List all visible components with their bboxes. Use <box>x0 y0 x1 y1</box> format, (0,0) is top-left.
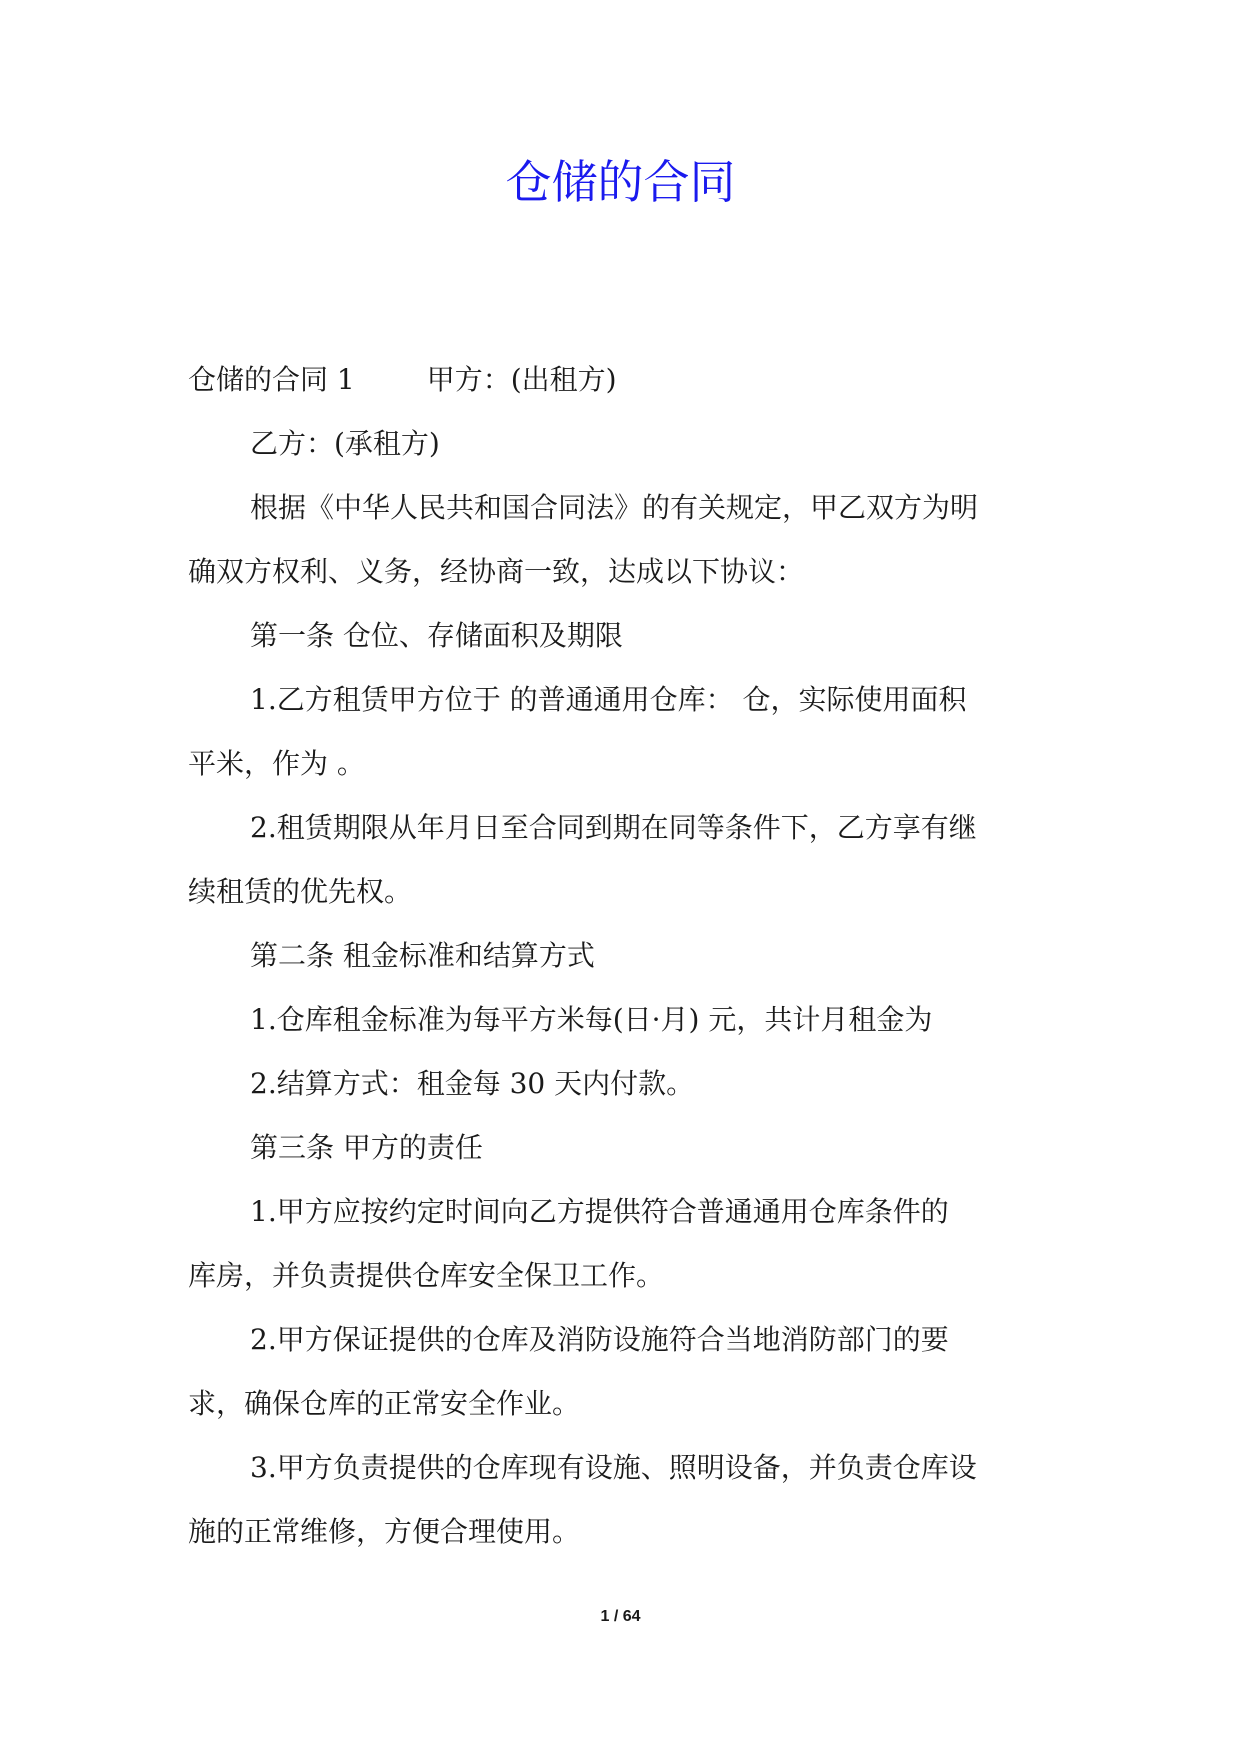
paragraph-line: 2.结算方式：租金每 30 天内付款。 <box>250 1067 695 1100</box>
page-number: 1 / 64 <box>600 1608 641 1625</box>
paragraph-line: 根据《中华人民共和国合同法》的有关规定，甲乙双方为明 <box>250 491 979 524</box>
article-heading: 第一条 仓位、存储面积及期限 <box>250 619 623 652</box>
paragraph-line: 施的正常维修，方便合理使用。 <box>188 1515 581 1548</box>
paragraph-line: 1.乙方租赁甲方位于 的普通通用仓库： 仓，实际使用面积 <box>250 683 967 716</box>
document-title: 仓储的合同 <box>505 155 736 209</box>
paragraph-line: 续租赁的优先权。 <box>188 875 413 908</box>
paragraph-line: 库房，并负责提供仓库安全保卫工作。 <box>188 1259 665 1292</box>
paragraph-line: 2.甲方保证提供的仓库及消防设施符合当地消防部门的要 <box>250 1323 949 1356</box>
document-body <box>188 348 1056 1564</box>
paragraph-line: 3.甲方负责提供的仓库现有设施、照明设备，并负责仓库设 <box>250 1451 977 1484</box>
article-heading: 第二条 租金标准和结算方式 <box>250 939 595 972</box>
party-b-label: 乙方：(承租方) <box>250 427 440 460</box>
paragraph-line: 求，确保仓库的正常安全作业。 <box>188 1387 581 1420</box>
party-a-label: 甲方：(出租方) <box>426 363 617 396</box>
header-line <box>188 348 1056 412</box>
paragraph-line: 1.甲方应按约定时间向乙方提供符合普通通用仓库条件的 <box>250 1195 949 1228</box>
paragraph-line: 平米，作为 。 <box>188 747 365 780</box>
paragraph-line: 2.租赁期限从年月日至合同到期在同等条件下，乙方享有继 <box>250 811 977 844</box>
paragraph-line: 1.仓库租金标准为每平方米每(日·月) 元，共计月租金为 <box>250 1003 933 1036</box>
article-heading: 第三条 甲方的责任 <box>250 1131 483 1164</box>
paragraph-line: 确双方权利、义务，经协商一致，达成以下协议： <box>188 555 805 588</box>
contract-label: 仓储的合同 1 <box>188 363 355 396</box>
